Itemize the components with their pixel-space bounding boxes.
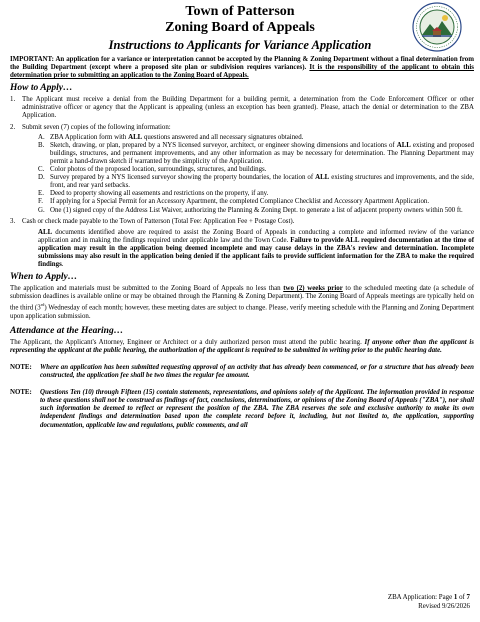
sub-item: E. Deed to property showing all easements and restrictions on the property, if any. [38,190,269,198]
document-header [0,4,480,54]
sub-item: D. Survey prepared by a NYS licensed surveyor showing the property boundaries, the location of ALL existing structures and improvements, and the side, front, and rear yard setbacks. [38,174,474,190]
page-number: ZBA Application: Page 1 of 7 [387,594,470,601]
list-item-3: 3. Cash or check made payable to the Town of Patterson (Total Fee: Application Fee + Postage Cost). [10,217,295,225]
attendance-heading: Attendance at the Hearing… [10,325,124,336]
important-label: IMPORTANT: [10,56,54,63]
when-to-apply-heading: When to Apply… [10,272,78,283]
note-questions: NOTE: Questions Ten (10) through Fifteen (15) contain statements, representations, and opinions solely of the Applicant. The information provided in response to these questions shall not be construed as findings of fact, conclusions, determinations, or opinions of the Zoning Board of Appeals ("ZBA"), nor shall such information be deemed to reflect or represent the position of the ZBA. The ZBA reserves the sole and exclusive authority to make its own independent findings and determination based upon the complete record before it, including, but not limited to, the application, supporting documentation, applicable law and regulations, public comments, and all [10,389,474,429]
town-title: Town of Patterson [185,4,295,19]
sub-item: G. One (1) signed copy of the Address List Waiver, authorizing the Planning & Zoning Dept. to generate a list of adjacent property owners within 500 ft. [38,206,463,214]
document-body [0,56,480,430]
attendance-paragraph: The Applicant, the Applicant's Attorney, Engineer or Architect or a duly authorized person must attend the public hearing. If anyone other than the applicant is representing the applicant at the public hearing, the authorization of the applicant is required to be submitted in writing prior to the public hearing date. [10,338,474,354]
how-to-apply-heading: How to Apply… [10,83,73,94]
revised-date: Revised 9/26/2026 [418,602,470,610]
instructions-title: Instructions to Applicants for Variance Application [108,38,372,52]
important-paragraph [10,56,474,80]
sub-item: B. Sketch, drawing, or plan, prepared by a NYS licensed surveyor, architect, or engineer showing dimensions and locations of ALL existing and proposed buildings, structures, and permanent improvements, and any other information as may be necessary for determination. The Planning Department may permit a hand-drawn sketch if warranted by the simplicity of the Application. [38,141,474,165]
all-documents-paragraph: ALL documents identified above are required to assist the Zoning Board of Appeals in conducting a complete and informed review of the variance application and in making the findings required under applicable law and the Town Code. Failure to provide ALL required documentation at the time of application may result in the application being deemed incomplete and may cause delays in the ZBA's review and determination. Incomplete submissions may also result in the application being denied if the applicant fails to provide sufficient information for the ZBA to make the required findings. [38,228,474,269]
board-title: Zoning Board of Appeals [165,20,315,35]
important-underlined: It is the responsibility of the applicant to obtain this determination prior to submitting an application to the Zoning Board of Appeals. [10,64,474,80]
town-seal-icon [412,2,462,52]
page-footer [388,594,470,611]
when-to-apply-paragraph: The application and materials must be submitted to the Zoning Board of Appeals no less than two (2) weeks prior to the scheduled meeting date (a schedule of submission deadlines is available online or may be obtained through the Planning & Zoning Department). The Zoning Board of Appeals meetings are typically held on the third (3rd) Wednesday of each month; however, these meeting dates are subject to change. Please, verify meeting schedule with the Planning and Zoning Department upon application submission. [10,285,475,320]
sub-item: C. Color photos of the proposed location, surroundings, structures, and buildings. [38,166,267,174]
important-text: An application for a variance or interpretation cannot be accepted by the Planning & Zoning Department without a final determination from the Building Department (except where a proposed site plan or subdivision requires variances). [10,56,474,72]
list-item-2: 2. Submit seven (7) copies of the following information: [10,123,171,131]
sub-item: F. If applying for a Special Permit for an Accessory Apartment, the completed Compliance Checklist and Accessory Apartment Application. [38,198,430,206]
note-fee: NOTE: Where an application has been submitted requesting approval of an activity that has already been commenced, or for a structure that has already been constructed, the application fee shall be two times the regular fee amount. [10,364,474,380]
sub-list [10,134,474,215]
sub-item: A. ZBA Application form with ALL questions answered and all necessary signatures obtained. [38,133,304,141]
list-item-1: 1. The Applicant must receive a denial from the Building Department for a building permit, a determination from the Code Enforcement Officer or other administrative officer or agency that the Applicant is appealing (unless an exception has been granted). Please, attach the denial or determination to the ZBA Application. [10,96,474,120]
